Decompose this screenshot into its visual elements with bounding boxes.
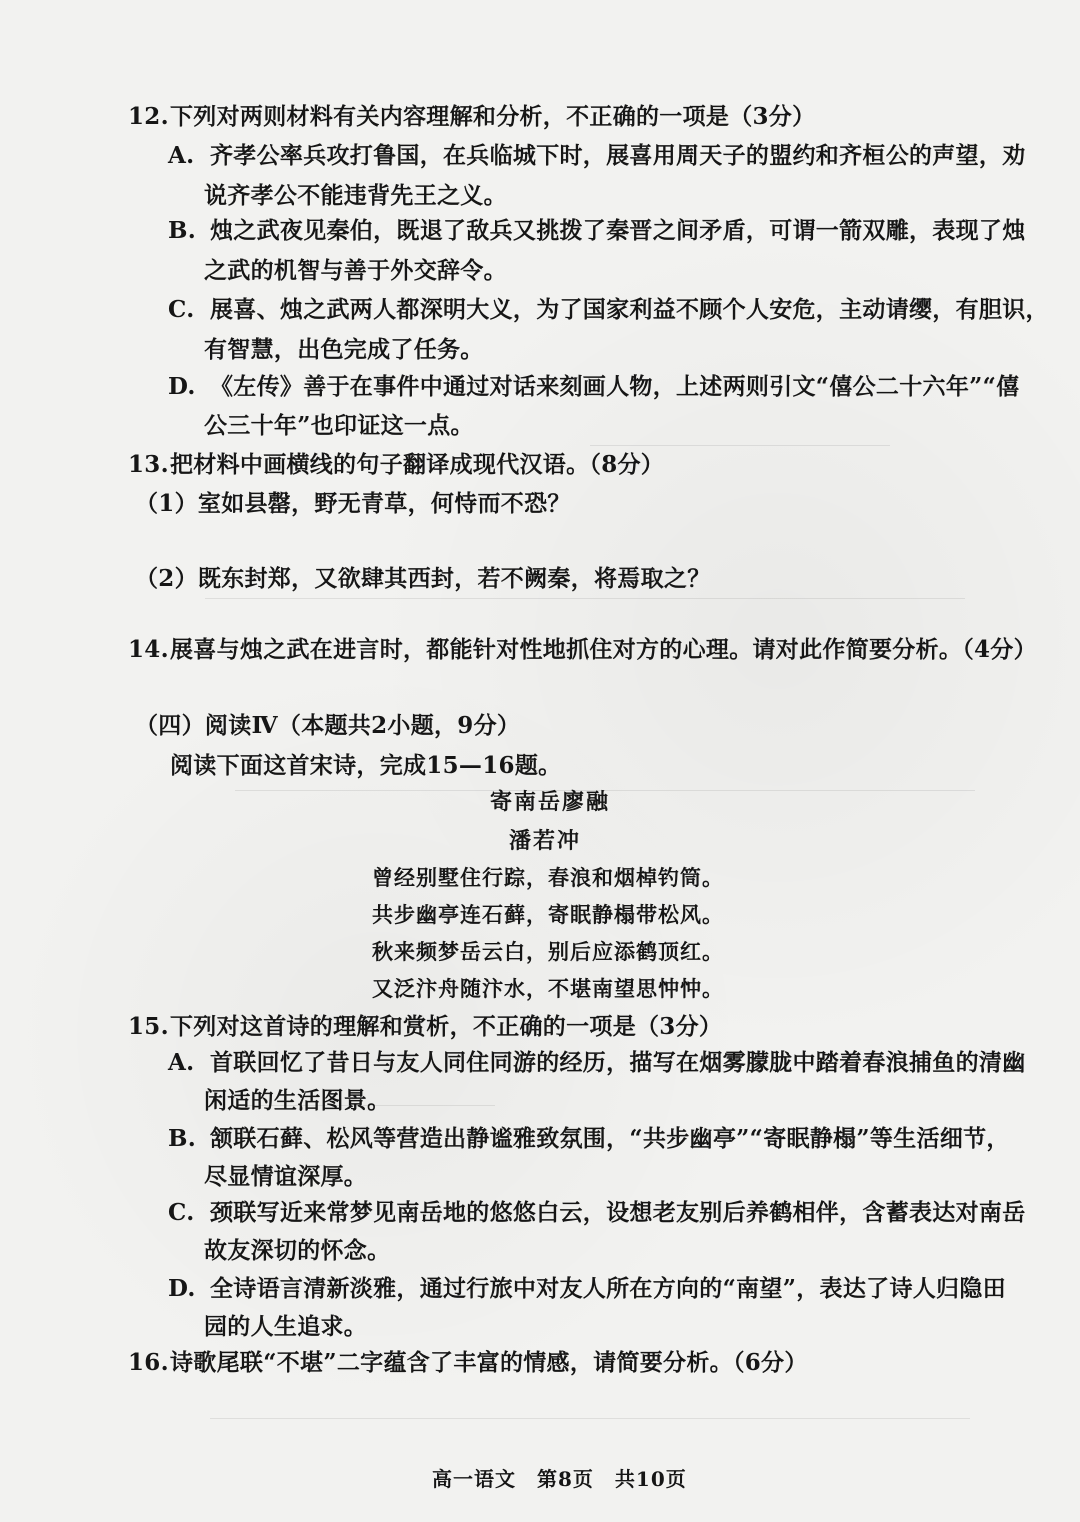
question-number: 12. <box>128 103 169 130</box>
q13-item-1: （1）室如县罄，野无青草，何恃而不恐？ <box>135 490 571 517</box>
option-text: 齐孝公率兵攻打鲁国，在兵临城下时，展喜用周天子的盟约和齐桓公的声望，劝 <box>210 142 1026 169</box>
question-text: 诗歌尾联“不堪”二字蕴含了丰富的情感，请简要分析。（6分） <box>170 1349 808 1376</box>
poem-title: 寄南岳廖融 <box>490 789 611 815</box>
q12-option-a-line-2: 说齐孝公不能违背先王之义。 <box>204 182 507 209</box>
q12-option-b-line-2: 之武的机智与善于外交辞令。 <box>204 257 507 284</box>
q12-option-c-line-1 <box>168 297 1049 323</box>
q15-option-c-line-2: 故友深切的怀念。 <box>204 1237 391 1264</box>
page-footer: 高一语文 第8页 共10页 <box>432 1467 687 1491</box>
poem-line: 曾经别墅住行踪，春浪和烟棹钓筒。 <box>372 865 724 890</box>
question-12-stem <box>128 104 815 130</box>
poem-author: 潘若冲 <box>509 828 582 854</box>
question-15-stem <box>128 1014 722 1040</box>
option-label: C. <box>168 296 195 323</box>
option-label: A. <box>168 1049 195 1076</box>
question-text: 把材料中画横线的句子翻译成现代汉语。（8分） <box>170 451 665 478</box>
question-14-stem <box>128 637 1037 663</box>
q12-option-d-line-2: 公三十年”也印证这一点。 <box>204 412 474 439</box>
q15-option-a-line-1 <box>168 1050 1026 1076</box>
q12-option-d-line-1 <box>168 374 1020 400</box>
q15-option-a-line-2: 闲适的生活图景。 <box>204 1087 391 1114</box>
option-text: 颔联石藓、松风等营造出静谧雅致氛围，“共步幽亭”“寄眠静榻”等生活细节， <box>210 1125 1010 1152</box>
q15-option-b-line-1 <box>168 1126 1010 1152</box>
question-number: 13. <box>128 451 169 478</box>
question-16-stem <box>128 1350 808 1376</box>
section-instruction: 阅读下面这首宋诗，完成15—16题。 <box>170 752 562 779</box>
option-label: C. <box>168 1199 195 1226</box>
question-number: 14. <box>128 636 169 663</box>
poem-line: 共步幽亭连石藓，寄眠静榻带松风。 <box>372 902 724 927</box>
q13-item-2: （2）既东封郑，又欲肆其西封，若不阙秦，将焉取之？ <box>135 565 711 592</box>
q12-option-b-line-1 <box>168 218 1026 244</box>
bleed-through-mark <box>210 1418 970 1429</box>
question-text: 下列对两则材料有关内容理解和分析，不正确的一项是（3分） <box>170 103 816 130</box>
q15-option-d-line-2: 园的人生追求。 <box>204 1313 368 1340</box>
option-text: 全诗语言清新淡雅，通过行旅中对友人所在方向的“南望”，表达了诗人归隐田 <box>210 1275 1006 1302</box>
question-number: 15. <box>128 1013 169 1040</box>
option-text: 烛之武夜见秦伯，既退了敌兵又挑拨了秦晋之间矛盾，可谓一箭双雕，表现了烛 <box>210 217 1026 244</box>
option-text: 《左传》善于在事件中通过对话来刻画人物，上述两则引文“僖公二十六年”“僖 <box>210 373 1020 400</box>
option-label: D. <box>168 1275 196 1302</box>
option-text: 首联回忆了昔日与友人同住同游的经历，描写在烟雾朦胧中踏着春浪捕鱼的清幽 <box>210 1049 1026 1076</box>
option-text: 展喜、烛之武两人都深明大义，为了国家利益不顾个人安危，主动请缨，有胆识， <box>210 296 1049 323</box>
option-text: 颈联写近来常梦见南岳地的悠悠白云，设想老友别后养鹤相伴，含蓄表达对南岳 <box>210 1199 1026 1226</box>
question-number: 16. <box>128 1349 169 1376</box>
q12-option-c-line-2: 有智慧，出色完成了任务。 <box>204 336 484 363</box>
option-label: D. <box>168 373 196 400</box>
q15-option-c-line-1 <box>168 1200 1026 1226</box>
q12-option-a-line-1 <box>168 143 1026 169</box>
poem-line: 秋来频梦岳云白，别后应添鹤顶红。 <box>372 939 724 964</box>
option-label: A. <box>168 142 195 169</box>
poem-line: 又泛汴舟随汴水，不堪南望思忡忡。 <box>372 976 724 1001</box>
q15-option-b-line-2: 尽显情谊深厚。 <box>204 1163 368 1190</box>
bleed-through-mark <box>205 598 965 609</box>
question-text: 展喜与烛之武在进言时，都能针对性地抓住对方的心理。请对此作简要分析。（4分） <box>170 636 1037 663</box>
section-heading: （四）阅读Ⅳ（本题共2小题，9分） <box>135 712 521 739</box>
option-label: B. <box>168 217 197 244</box>
question-text: 下列对这首诗的理解和赏析，不正确的一项是（3分） <box>170 1013 723 1040</box>
question-13-stem <box>128 452 664 478</box>
q15-option-d-line-1 <box>168 1276 1006 1302</box>
option-label: B. <box>168 1125 197 1152</box>
